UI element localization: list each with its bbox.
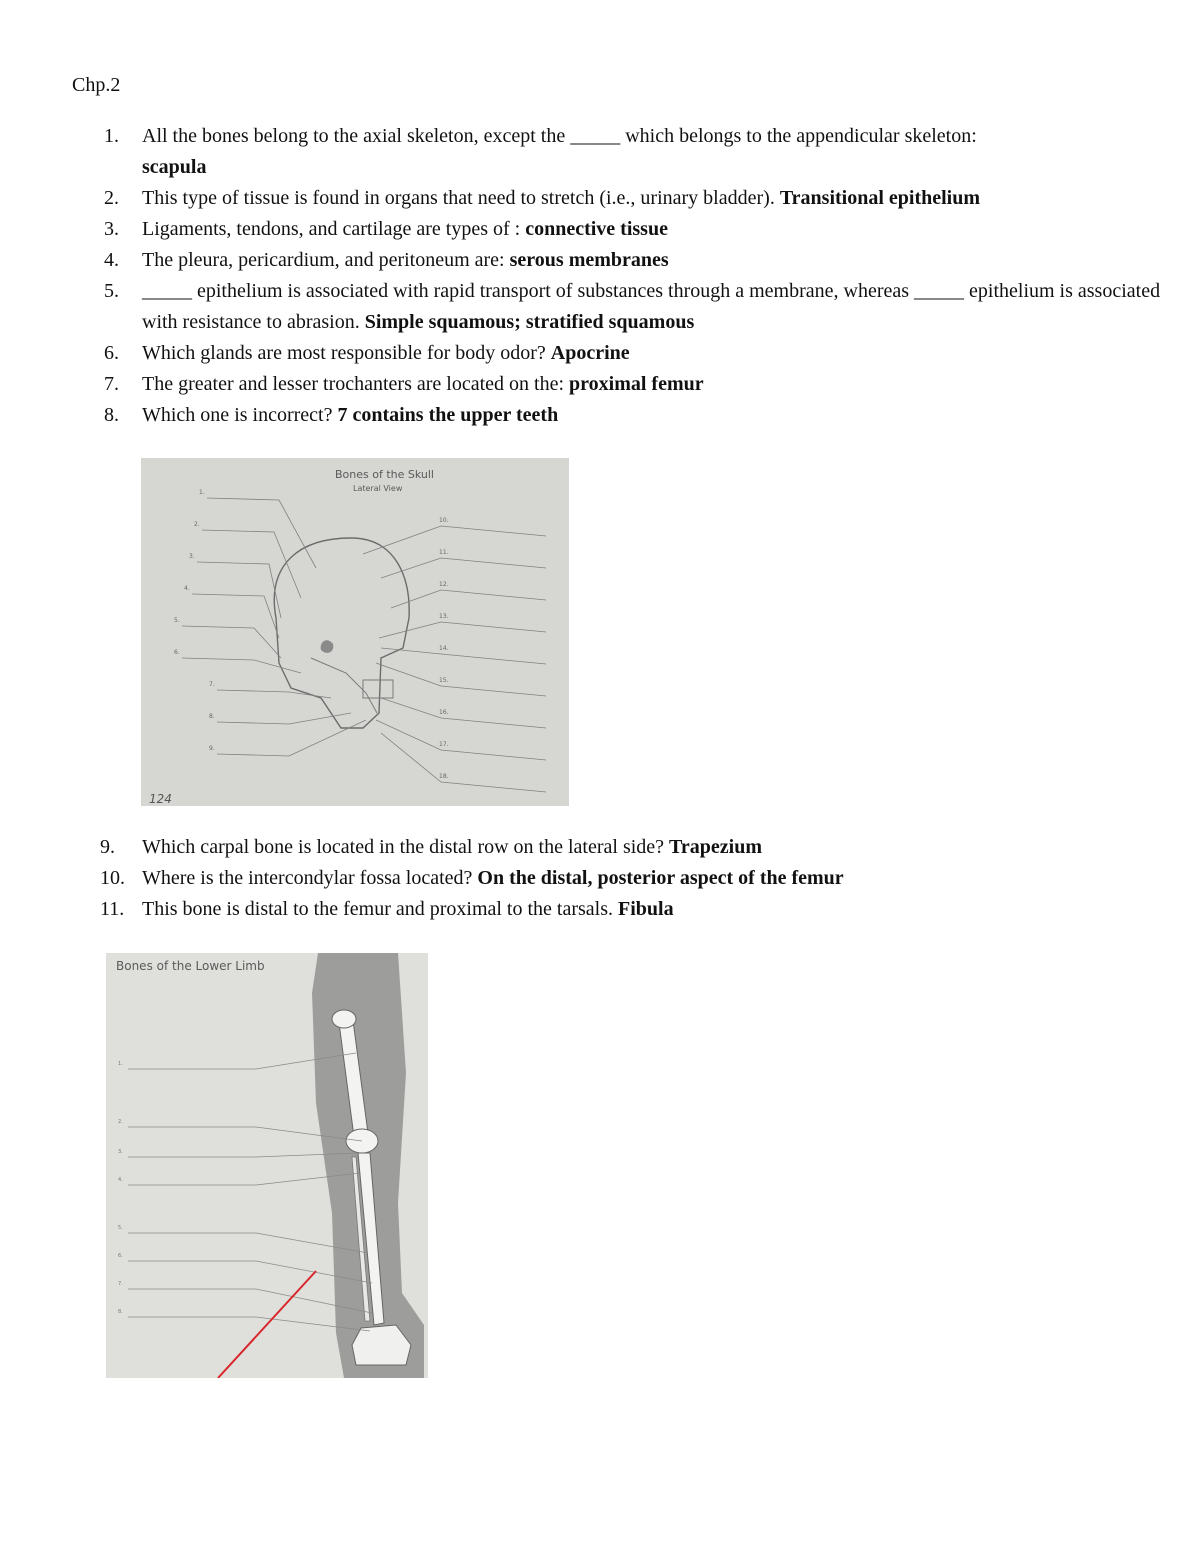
- question-number: 9.: [100, 836, 115, 858]
- question-number: 5.: [104, 280, 119, 302]
- skull-left-leader-line: [192, 594, 279, 638]
- question-item: [72, 183, 1172, 214]
- question-answer: proximal femur: [569, 373, 704, 395]
- skull-left-leader-line: [197, 562, 281, 618]
- skull-right-label: 16.: [439, 709, 449, 716]
- skull-right-leader-line: [381, 558, 546, 578]
- skull-left-leader-line: [217, 690, 331, 698]
- skull-right-label: 12.: [439, 581, 449, 588]
- question-answer: Transitional epithelium: [779, 187, 981, 209]
- skull-right-leader-line: [381, 648, 546, 664]
- limb-label: 2.: [118, 1119, 123, 1125]
- question-list-part-1: [72, 121, 1172, 431]
- skull-figure-title: Bones of the Skull: [335, 468, 434, 481]
- question-answer: Apocrine: [550, 342, 630, 364]
- skull-corner-text: 124: [149, 792, 172, 806]
- question-text: _____ epithelium is associated with rapid transport of substances through a membrane, whereas _____ epithelium is associated with resistance to abrasion.: [142, 280, 1161, 333]
- skull-left-label: 7.: [209, 681, 215, 688]
- question-answer: Simple squamous; stratified squamous: [364, 311, 695, 333]
- skull-left-label: 6.: [174, 649, 180, 656]
- question-text: Which carpal bone is located in the distal row on the lateral side?: [142, 836, 665, 858]
- question-number: 10.: [100, 867, 125, 889]
- skull-outline: [274, 538, 409, 728]
- question-number: 7.: [104, 373, 119, 395]
- femur-head: [332, 1010, 356, 1028]
- lower-limb-photo: [106, 953, 428, 1378]
- skull-left-leader-line: [202, 530, 301, 598]
- question-item: [72, 276, 1172, 338]
- skull-right-label: 11.: [439, 549, 449, 556]
- question-text: Ligaments, tendons, and cartilage are types of :: [142, 218, 521, 240]
- question-text: Which one is incorrect?: [142, 404, 333, 426]
- skull-right-leader-line: [376, 720, 546, 760]
- limb-label: 4.: [118, 1177, 123, 1183]
- question-answer: connective tissue: [525, 218, 668, 240]
- question-item: [72, 121, 1172, 183]
- skull-left-label: 2.: [194, 521, 200, 528]
- question-item: [72, 338, 1172, 369]
- limb-label: 5.: [118, 1225, 123, 1231]
- limb-figure-title: Bones of the Lower Limb: [116, 959, 265, 973]
- question-number: 4.: [104, 249, 119, 271]
- skull-right-label: 13.: [439, 613, 449, 620]
- skull-left-label: 8.: [209, 713, 215, 720]
- skull-left-label: 1.: [199, 489, 205, 496]
- limb-label: 1.: [118, 1061, 123, 1067]
- skull-right-leader-line: [363, 526, 546, 554]
- skull-right-label: 18.: [439, 773, 449, 780]
- skull-left-label-group: [174, 489, 366, 756]
- skull-left-leader-line: [217, 713, 351, 724]
- skull-left-leader-line: [207, 498, 316, 568]
- red-annotation-line: [218, 1271, 316, 1378]
- question-number: 8.: [104, 404, 119, 426]
- skull-lateral-view-photo: [141, 458, 569, 806]
- question-answer: 7 contains the upper teeth: [337, 404, 559, 426]
- question-text: Where is the intercondylar fossa located?: [142, 867, 473, 889]
- question-answer: serous membranes: [509, 249, 669, 271]
- question-number: 1.: [104, 125, 119, 147]
- limb-label: 7.: [118, 1281, 123, 1287]
- skull-left-label: 9.: [209, 745, 215, 752]
- skull-diagram: [141, 458, 569, 806]
- skull-right-leader-line: [379, 622, 546, 638]
- question-item: [72, 214, 1172, 245]
- question-answer: Trapezium: [669, 836, 762, 858]
- skull-figure-subtitle: Lateral View: [353, 484, 403, 493]
- question-item: [72, 894, 1172, 925]
- question-number: 2.: [104, 187, 119, 209]
- limb-leader-line: [128, 1317, 370, 1331]
- question-text: This type of tissue is found in organs that need to stretch (i.e., urinary bladder).: [142, 187, 775, 209]
- skull-right-label: 10.: [439, 517, 449, 524]
- skull-right-label: 15.: [439, 677, 449, 684]
- skull-left-label: 4.: [184, 585, 190, 592]
- limb-leader-line: [128, 1173, 360, 1185]
- mandible-line: [311, 658, 377, 713]
- question-item: [72, 245, 1172, 276]
- question-list-part-2: [72, 832, 1172, 925]
- question-text: All the bones belong to the axial skeleton, except the _____ which belongs to the appendicular skeleton:: [142, 125, 977, 147]
- ear-canal: [321, 640, 334, 653]
- limb-label: 8.: [118, 1309, 123, 1315]
- question-number: 3.: [104, 218, 119, 240]
- limb-label: 6.: [118, 1253, 123, 1259]
- question-text: The greater and lesser trochanters are located on the:: [142, 373, 565, 395]
- question-text: This bone is distal to the femur and proximal to the tarsals.: [142, 898, 614, 920]
- question-item: [72, 832, 1172, 863]
- skull-right-leader-line: [391, 590, 546, 608]
- skull-left-leader-line: [182, 626, 281, 658]
- question-answer: On the distal, posterior aspect of the femur: [477, 867, 844, 889]
- skull-right-label: 17.: [439, 741, 449, 748]
- page-title: Chp.2: [72, 74, 121, 96]
- skull-left-label: 3.: [189, 553, 195, 560]
- skull-right-label-group: [363, 517, 546, 792]
- skull-right-leader-line: [381, 733, 546, 792]
- skull-right-leader-line: [376, 663, 546, 696]
- question-answer: Fibula: [618, 898, 674, 920]
- question-text: Which glands are most responsible for body odor?: [142, 342, 546, 364]
- lower-limb-diagram: [106, 953, 428, 1378]
- question-text: The pleura, pericardium, and peritoneum are:: [142, 249, 505, 271]
- question-number: 6.: [104, 342, 119, 364]
- limb-leader-line: [128, 1233, 368, 1253]
- limb-label: 3.: [118, 1149, 123, 1155]
- question-item: [72, 369, 1172, 400]
- question-item: [72, 863, 1172, 894]
- skull-left-leader-line: [217, 720, 366, 756]
- skull-right-label: 14.: [439, 645, 449, 652]
- skull-right-leader-line: [381, 698, 546, 728]
- question-item: [72, 400, 1172, 431]
- skull-left-label: 5.: [174, 617, 180, 624]
- question-answer: scapula: [142, 156, 207, 178]
- question-number: 11.: [100, 898, 125, 920]
